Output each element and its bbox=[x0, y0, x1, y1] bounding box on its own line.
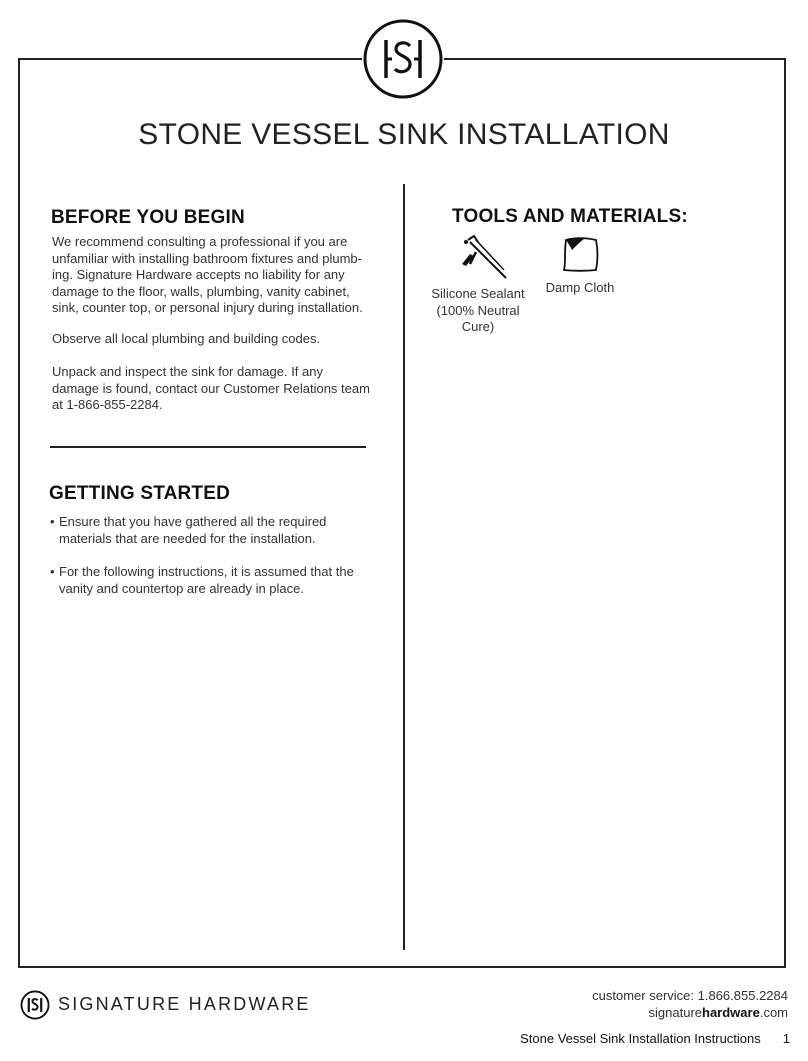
footer-brand: SIGNATURE HARDWARE bbox=[58, 994, 311, 1014]
document-name: Stone Vessel Sink Installation Instructions bbox=[520, 1031, 761, 1046]
bullet-icon: • bbox=[50, 514, 55, 529]
column-divider bbox=[403, 184, 405, 950]
bullet-icon: • bbox=[50, 564, 55, 579]
footer-contact bbox=[592, 987, 788, 1021]
footer-page-line bbox=[520, 1031, 790, 1046]
tools-heading: TOOLS AND MATERIALS: bbox=[452, 206, 688, 227]
bullet-text: For the following instructions, it is assumed that the vanity and countertop are already in place. bbox=[59, 564, 354, 596]
caulk-gun-icon bbox=[446, 234, 510, 280]
section-divider bbox=[50, 446, 366, 448]
website-prefix: signature bbox=[648, 1005, 703, 1020]
before-paragraph-1: We recommend consulting a professional if you are unfamiliar with installing bathroom fixtures and plumb-ing. Signature Hardware accepts no liability for any damage to the floor, walls, plumbing, vanity cabinet, sink, counter top, or personal injury during installation. bbox=[52, 234, 363, 315]
getting-started-heading: GETTING STARTED bbox=[49, 483, 231, 504]
tool-silicone-sealant bbox=[428, 234, 528, 336]
list-item bbox=[50, 514, 370, 547]
list-item bbox=[50, 564, 370, 597]
website-bold: hardware bbox=[702, 1005, 760, 1020]
hsh-monogram-icon bbox=[20, 990, 50, 1020]
page-number: 1 bbox=[782, 1031, 790, 1046]
before-paragraph-3: Unpack and inspect the sink for damage. If any damage is found, contact our Customer Relations team at 1-866-855-2284. bbox=[52, 364, 370, 412]
before-you-begin-heading: BEFORE YOU BEGIN bbox=[51, 207, 245, 228]
footer-logo bbox=[20, 990, 50, 1020]
website-suffix: .com bbox=[759, 1005, 788, 1020]
tool-damp-cloth bbox=[540, 234, 620, 297]
tool-label: Silicone Sealant (100% Neutral Cure) bbox=[431, 286, 525, 334]
page-title: STONE VESSEL SINK INSTALLATION bbox=[138, 118, 670, 151]
hsh-monogram-icon bbox=[362, 18, 444, 100]
before-paragraph-2: Observe all local plumbing and building codes. bbox=[52, 331, 321, 346]
logo-top bbox=[362, 18, 444, 100]
customer-service-line: customer service: 1.866.855.2284 bbox=[592, 988, 788, 1003]
cloth-icon bbox=[558, 234, 602, 274]
tool-label: Damp Cloth bbox=[545, 280, 615, 295]
page-frame bbox=[18, 58, 786, 968]
getting-started-list bbox=[50, 514, 370, 614]
website-link[interactable] bbox=[592, 1004, 788, 1021]
bullet-text: Ensure that you have gathered all the required materials that are needed for the installation. bbox=[59, 514, 327, 546]
